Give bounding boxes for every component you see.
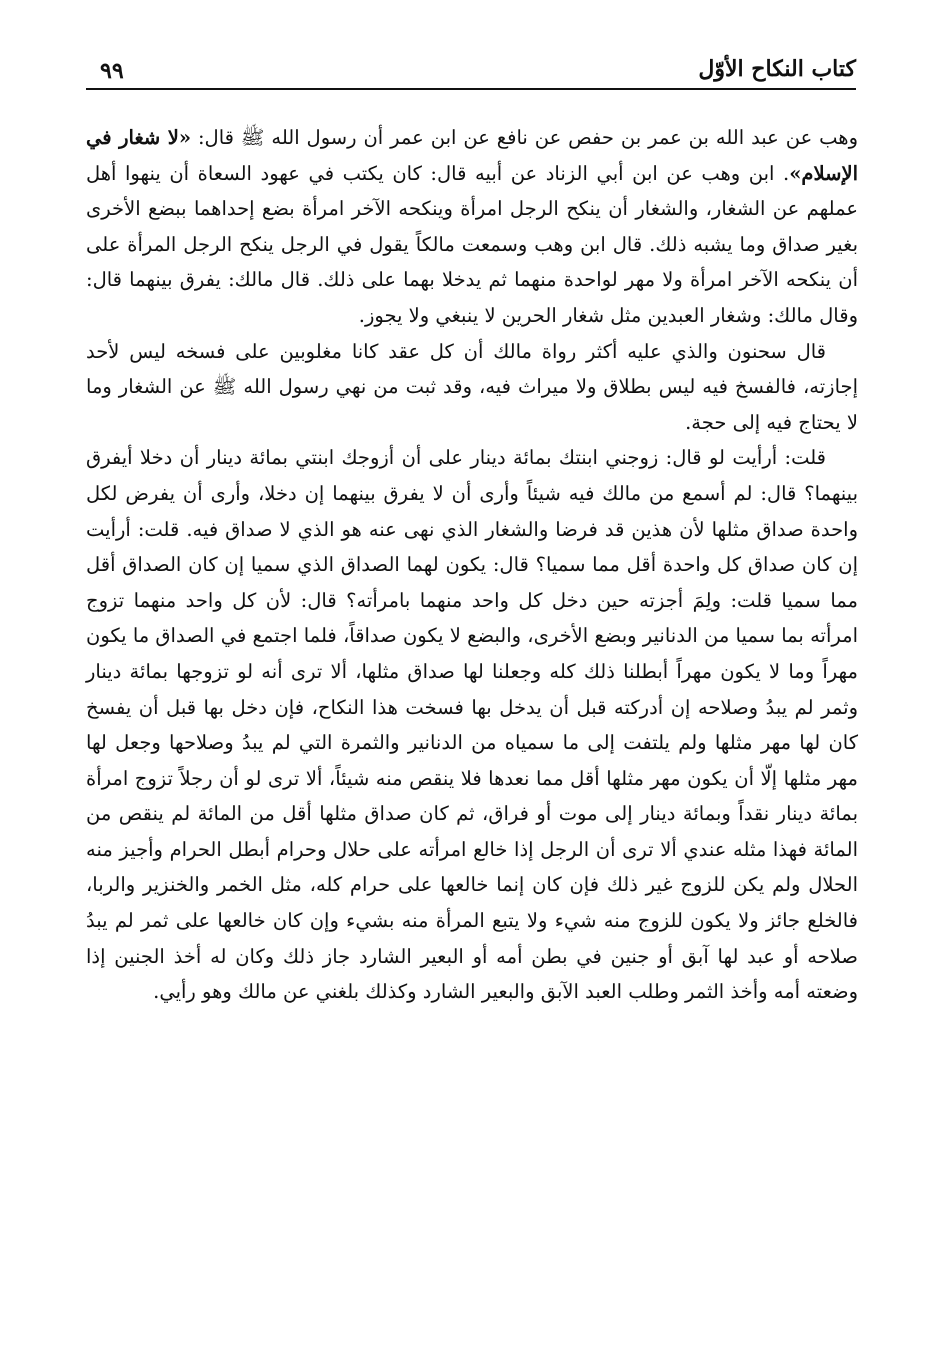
main-text <box>86 120 858 1010</box>
paragraph-2: قال سحنون والذي عليه أكثر رواة مالك أن كل عقد كانا مغلوبين على فسخه ليس لأحد إجازته، فالفسخ فيه ليس بطلاق ولا ميراث فيه، وقد ثبت من نهي رسول الله ﷺ عن الشغار وما لا يحتاج فيه إلى حجة. <box>86 339 858 434</box>
running-title: كتاب النكاح الأوّل <box>698 56 856 82</box>
hadith-quote: «لا شغار في الإسلام» <box>86 126 858 185</box>
page-number: ٩٩ <box>100 58 124 84</box>
paragraph-1-text-a: وهب عن عبد الله بن عمر بن حفص عن نافع عن ابن عمر أن رسول الله ﷺ قال: <box>191 126 858 149</box>
paragraph-1 <box>86 120 858 334</box>
paragraph-1-text-b: . ابن وهب عن ابن أبي الزناد عن أبيه قال: كان يكتب في عهود السعاة أن ينهوا أهل عملهم عن الشغار، والشغار أن ينكح الرجل امرأة وينكحه الآخر امرأة بضع إحداهما ببضع الأخرى بغير صداق وما يشبه ذلك. قال ابن وهب وسمعت مالكاً يقول في الرجل ينكح الرجل المرأة على أن ينكحه الآخر امرأة ولا مهر لواحدة منهما ثم يدخلا بهما على ذلك. قال مالك: يفرق بينهما قال: وقال مالك: وشغار العبدين مثل شغار الحرين لا ينبغي ولا يجوز. <box>86 161 858 327</box>
paragraph-3: قلت: أرأيت لو قال: زوجني ابنتك بمائة دينار على أن أزوجك ابنتي بمائة دينار أن دخلا أيفرق بينهما؟ قال: لم أسمع من مالك فيه شيئاً وأرى أن لا يفرق بينهما إن دخلا، وأرى أن يفرض لكل واحدة صداق مثلها لأن هذين قد فرضا والشغار الذي نهى عنه هو الذي لا صداق فيه. قلت: أرأيت إن كان صداق كل واحدة أقل مما سميا؟ قال: يكون لهما الصداق الذي سميا إن كان الصداق أقل مما سميا قلت: ولِمَ أجزته حين دخل كل واحد منهما بامرأته؟ قال: لأن كل واحد منهما تزوج امرأته بما سميا من الدنانير وبضع الأخرى، والبضع لا يكون صداقاً، فلما اجتمع في الصداق ما يكون مهراً وما لا يكون مهراً أبطلنا ذلك كله وجعلنا لها صداق مثلها، ألا ترى أنه لو تزوجها بمائة دينار وثمر لم يبدُ وصلاحه إن أدركته قبل أن يدخل بها فسخت هذا النكاح، فإن دخل بها قبل أن يفسخ كان لها مهر مثلها ولم يلتفت إلى ما سمياه من الدنانير والثمرة التي لم يبدُ وصلاحها وجعل لها مهر مثلها إلّا أن يكون مهر مثلها أقل مما نعدها فلا ينقص منه شيئاً، ألا ترى لو أن رجلاً تزوج امرأة بمائة دينار نقداً وبمائة دينار إلى موت أو فراق، ثم كان صداق مثلها أقل من المائة لم ينقص من المائة فهذا مثله عندي ألا ترى أن الرجل إذا خالع امرأته على حلال وحرام أبطل الحرام وأجيز منه الحلال ولم يكن للزوج غير ذلك فإن كان إنما خالعها على حرام كله، مثل الخمر والخنزير والربا، فالخلع جائز ولا يكون للزوج منه شيء ولا يتبع المرأة منه بشيء وإن كان خالعها على ثمر لم يبدُ صلاحه أو عبد لها آبق أو جنين في بطن أمه أو البعير الشارد جاز ذلك وكان له أخذ الجنين إذا وضعته أمه وأخذ الثمر وطلب العبد الآبق والبعير الشارد وكذلك بلغني عن مالك وهو رأيي. <box>86 446 858 1004</box>
page-header <box>86 52 856 90</box>
